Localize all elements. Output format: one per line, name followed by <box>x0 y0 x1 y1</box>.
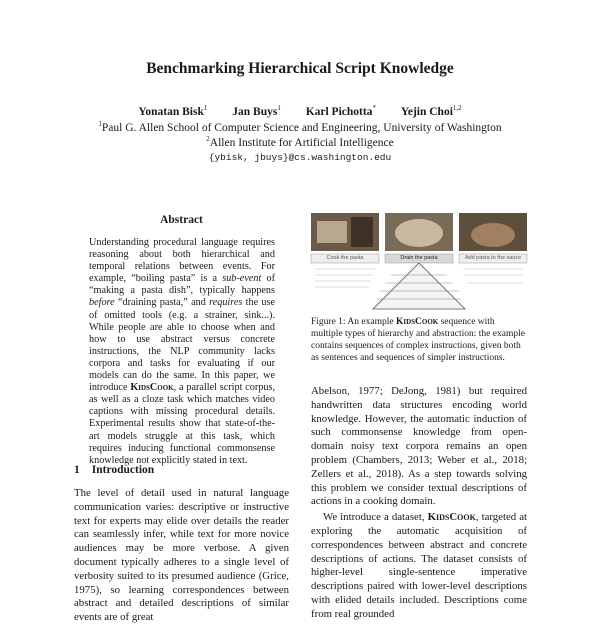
author: Karl Pichotta* <box>305 104 376 118</box>
dataset-name: KidsCook <box>395 317 439 327</box>
introduction-body: The level of detail used in natural language communication varies: descriptive or instructive text for experts may elide over details the reader can seamlessly infer, while text for more novice audiences may be more verbose. A given document typically adheres to a single level of verbosity suited to its presumed audience (Grice, 1975), so learning correspondences between abstract and detailed descriptions of similar events are of great <box>74 487 289 624</box>
right-column-body <box>311 385 527 622</box>
figure-step-label: Add pasta to the sauce <box>464 255 522 261</box>
dataset-name: KidsCook <box>130 382 174 394</box>
abstract-heading: Abstract <box>160 214 203 226</box>
figure-step-label: Drain the pasta <box>400 255 438 261</box>
affiliation: $^1$Paul G. Allen School of Computer Science and Engineering, University of Washington <box>98 120 502 134</box>
figure-caption: Figure 1: An example KidsCook sequence with multiple types of hierarchy and abstraction: the example contains sequences of complex instructions, given both as sentences and sequences of simpler instructions. <box>311 317 525 363</box>
figure-step-label: Cook the pasta <box>326 255 364 261</box>
figure-image <box>311 213 527 311</box>
paragraph: Abelson, 1977; DeJong, 1981) but required handwritten data structures encoding world knowledge. However, the automatic induction of such commonsense knowledge from open-domain noisy text corpora remains an open problem (Chambers, 2013; Weber et al., 2018; Zellers et al., 2018). As a step towards solving this problem we consider textual descriptions of actions in a cooking domain. <box>311 385 527 508</box>
author: Jan Buys$^1$ <box>232 104 281 118</box>
figure-1 <box>311 213 527 311</box>
abstract-body: Understanding procedural language requires reasoning about both hierarchical and temporal relations between events. For example, “boiling pasta” is a sub-event of “making a pasta dish”, typically happens before “draining pasta,” and requires the use of omitted tools (e.g. a strainer, sink...). While people are able to choose when and how to use abstract versus concrete instructions, the NLP community lacks corpora and tasks for evaluating if our models can do the same. In this paper, we introduce KidsCook, a parallel script corpus, as well as a cloze task which matches video captions with missing procedural details. Experimental results show that state-of-the-art models struggle at this task, which requires inducing functional commonsense knowledge not explicitly stated in text. <box>89 237 275 466</box>
section-heading: 1 Introduction <box>74 464 155 476</box>
author-email: {ybisk, jbuys}@cs.washington.edu <box>208 152 392 163</box>
paragraph: We introduce a dataset, KidsCook, targeted at exploring the automatic acquisition of correspondences between abstract and concrete descriptions of actions. The dataset consists of higher-level single-sentence imperative descriptions paired with lower-level descriptions with elided details included. Descriptions come from real grounded <box>311 511 527 620</box>
author: Yejin Choi$^{1,2}$ <box>400 104 462 118</box>
author: Yonatan Bisk$^1$ <box>138 104 208 118</box>
affiliation: $^2$Allen Institute for Artificial Intelligence <box>206 135 394 149</box>
paper-title: Benchmarking Hierarchical Script Knowledge <box>146 60 454 77</box>
dataset-name: KidsCook <box>427 511 476 524</box>
author-list <box>0 104 600 118</box>
